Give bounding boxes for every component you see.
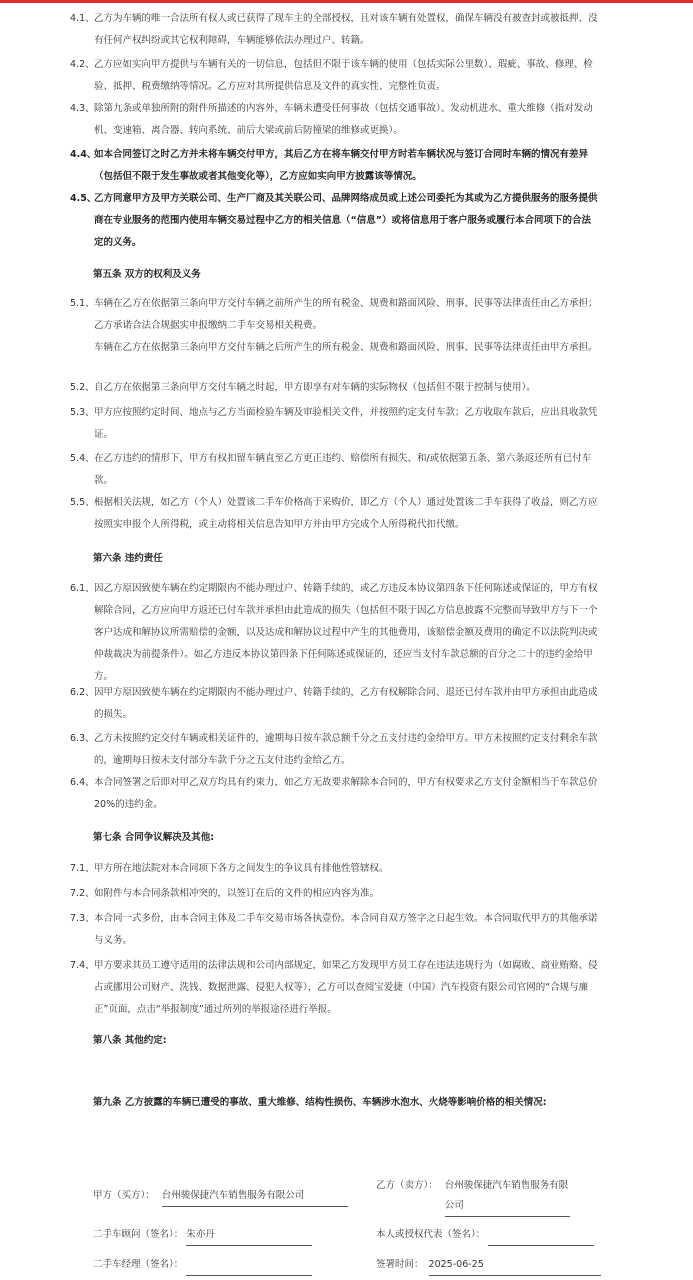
clause-6-3 (70, 728, 600, 772)
manager-field[interactable] (186, 1255, 312, 1276)
clause-text: 甲方应按照约定时间、地点与乙方当面检验车辆及审验相关文件，并按照约定支付车款；乙方收取车款后，应出具收款凭证。 (94, 407, 598, 440)
date-field[interactable]: 2025-06-25 (429, 1255, 601, 1276)
clause-5-3 (70, 402, 600, 446)
clause-text: 乙方为车辆的唯一合法所有权人或已获得了现车主的全部授权，且对该车辆有处置权，确保车辆没有被查封或被抵押、没有任何产权纠纷或其它权利障碍，车辆能够依法办理过户、转籍。 (94, 13, 598, 46)
clause-text: 本合同一式多份，由本合同主体及二手车交易市场各执壹份。本合同自双方签字之日起生效。本合同取代甲方的其他承诺与义务。 (94, 913, 598, 946)
clause-6-4 (70, 772, 600, 816)
clause-number: 4.3、 (70, 103, 95, 114)
buyer-label: 甲方（买方）： (93, 1190, 155, 1201)
seller-field[interactable]: 台州骏保捷汽车销售服务有限公司 (445, 1176, 570, 1217)
clause-text: 因甲方原因致使车辆在约定期限内不能办理过户、转籍手续的，乙方有权解除合同、退还已付车款并由甲方承担由此造成的损失。 (94, 687, 598, 720)
clause-number: 5.3、 (70, 407, 95, 418)
clause-number: 7.2、 (70, 888, 95, 899)
article-9-heading: 第九条 乙方披露的车辆已遭受的事故、重大维修、结构性损伤、车辆涉水泡水、火烧等影响价格的相关情况: (93, 1097, 547, 1108)
clause-5-4 (70, 448, 600, 492)
clause-number: 4.4、 (70, 149, 97, 160)
clause-text: 车辆在乙方在依据第三条向甲方交付车辆之后所产生的所有税金、规费和路面风险、刑事、民事等法律责任由甲方承担。 (94, 342, 598, 353)
rep-label: 本人或授权代表（签名）： (376, 1229, 486, 1240)
clause-number: 6.3、 (70, 733, 95, 744)
clause-text: 根据相关法规，如乙方（个人）处置该二手车价格高于采购价，即乙方（个人）通过处置该二手车获得了收益，则乙方应按照实申报个人所得税，或主动将相关信息告知甲方并由甲方完成个人所得税代扣代缴。 (94, 497, 598, 530)
clause-7-3 (70, 908, 600, 952)
clause-text: 如附件与本合同条款相冲突的，以签订在后的文件的相应内容为准。 (94, 888, 380, 899)
advisor-signature (93, 1225, 312, 1246)
clause-number: 6.4、 (70, 777, 95, 788)
clause-number: 5.4、 (70, 453, 95, 464)
clause-number: 4.1、 (70, 13, 95, 24)
clause-6-1 (70, 578, 600, 688)
clause-text: 车辆在乙方在依据第三条向甲方交付车辆之前所产生的所有税金、规费和路面风险、刑事、民事等法律责任由乙方承担；乙方承诺合法合规据实申报缴纳二手车交易相关税费。 (94, 298, 598, 331)
clause-number: 7.4、 (70, 960, 95, 971)
seller-label: 乙方（卖方）： (376, 1180, 438, 1191)
date-signature (376, 1255, 601, 1276)
article-7-heading: 第七条 合同争议解决及其他: (93, 832, 215, 843)
top-accent-bar (0, 0, 693, 3)
clause-number: 7.3、 (70, 913, 95, 924)
clause-number: 5.2、 (70, 382, 95, 393)
clause-text: 甲方所在地法院对本合同项下各方之间发生的争议具有排他性管辖权。 (94, 863, 389, 874)
advisor-label: 二手车顾问（签名）： (93, 1229, 184, 1240)
clause-text: 自乙方在依据第三条向甲方交付车辆之时起，甲方即享有对车辆的实际物权（包括但不限于控制与使用）。 (94, 382, 536, 393)
clause-7-4 (70, 955, 600, 1021)
clause-text: 乙方未按照约定交付车辆或相关证件的，逾期每日按车款总额千分之五支付违约金给甲方。甲方未按照约定支付剩余车款的，逾期每日按未支付部分车款千分之五支付违约金给乙方。 (94, 733, 598, 766)
clause-text: 乙方同意甲方及甲方关联公司、生产厂商及其关联公司、品牌网络成员或上述公司委托为其或为乙方提供服务的服务提供商在专业服务的范围内使用车辆交易过程中乙方的相关信息（“信息”）或将信息用于客户服务或履行本合同项下的合法定的义务。 (94, 193, 598, 248)
clause-5-2 (70, 377, 600, 399)
article-8-heading: 第八条 其他约定: (93, 1035, 167, 1046)
clause-4-5 (70, 188, 600, 254)
rep-signature (376, 1225, 594, 1246)
buyer-field[interactable]: 台州骏保捷汽车销售服务有限公司 (162, 1186, 348, 1207)
clause-4-4 (70, 144, 600, 188)
clause-text: 乙方应如实向甲方提供与车辆有关的一切信息，包括但不限于该车辆的使用（包括实际公里数）、瑕疵、事故、修理、检验、抵押、税费缴纳等情况。乙方应对其所提供信息及文件的真实性、完整性负责。 (94, 59, 593, 92)
article-6-heading: 第六条 违约责任 (93, 553, 163, 564)
clause-text: 如本合同签订之时乙方并未将车辆交付甲方，其后乙方在将车辆交付甲方时若车辆状况与签订合同时车辆的情况有差异（包括但不限于发生事故或者其他变化等），乙方应如实向甲方披露该等情况。 (94, 149, 589, 182)
rep-field[interactable] (488, 1225, 594, 1246)
article-5-heading: 第五条 双方的权利及义务 (93, 269, 201, 280)
clause-4-2 (70, 54, 600, 98)
clause-text: 因乙方原因致使车辆在约定期限内不能办理过户、转籍手续的，或乙方违反本协议第四条下任何陈述或保证的，甲方有权解除合同，乙方应向甲方返还已付车款并承担由此造成的损失（包括但不限于因乙方信息披露不完整而导致甲方与下一个客户达成和解协议所需赔偿的金额，以及达成和解协议过程中产生的其他费用，该赔偿金额及费用的确定不以法院判决或仲裁裁决为前提条件）。如乙方违反本协议第四条下任何陈述或保证的，还应当支付车款总额的百分之二十的违约金给甲方。 (94, 583, 598, 682)
clause-number: 5.5、 (70, 497, 95, 508)
date-label: 签署时间： (376, 1259, 424, 1270)
advisor-field[interactable]: 朱亦丹 (186, 1225, 312, 1246)
clause-text: 甲方要求其员工遵守适用的法律法规和公司内部规定，如果乙方发现甲方员工存在违法违规行为（如腐败、商业贿赂、侵占或挪用公司财产、洗钱、数据泄露、侵犯人权等），乙方可以查阅宝爱捷（中国）汽车投资有限公司官网的“合规与廉正”页面，点击“举报制度”通过所列的举报途径进行举报。 (94, 960, 598, 1015)
clause-5-1 (70, 293, 600, 359)
clause-7-2 (70, 883, 600, 905)
clause-number: 4.2、 (70, 59, 95, 70)
clause-4-1 (70, 8, 600, 52)
clause-number: 5.1、 (70, 298, 95, 309)
manager-label: 二手车经理（签名）： (93, 1259, 184, 1270)
clause-text: 在乙方违约的情形下，甲方有权扣留车辆直至乙方更正违约、赔偿所有损失、和/或依据第五条、第六条返还所有已付车款。 (94, 453, 592, 486)
clause-number: 7.1、 (70, 863, 95, 874)
seller-signature (376, 1176, 570, 1217)
clause-number: 6.1、 (70, 583, 95, 594)
clause-number: 4.5、 (70, 193, 97, 204)
clause-4-3 (70, 98, 600, 142)
clause-7-1 (70, 858, 600, 880)
manager-signature (93, 1255, 312, 1276)
buyer-signature (93, 1186, 348, 1207)
clause-6-2 (70, 682, 600, 726)
clause-text: 本合同签署之后即对甲乙双方均具有约束力，如乙方无故要求解除本合同的，甲方有权要求乙方支付金额相当于车款总价20%的违约金。 (94, 777, 598, 810)
clause-number: 6.2、 (70, 687, 95, 698)
clause-text: 除第九条或单独所附的附件所描述的内容外，车辆未遭受任何事故（包括交通事故）、发动机进水、重大维修（指对发动机、变速箱、离合器、转向系统、前后大梁或前后防撞梁的维修或更换）。 (94, 103, 593, 136)
clause-5-5 (70, 492, 600, 536)
